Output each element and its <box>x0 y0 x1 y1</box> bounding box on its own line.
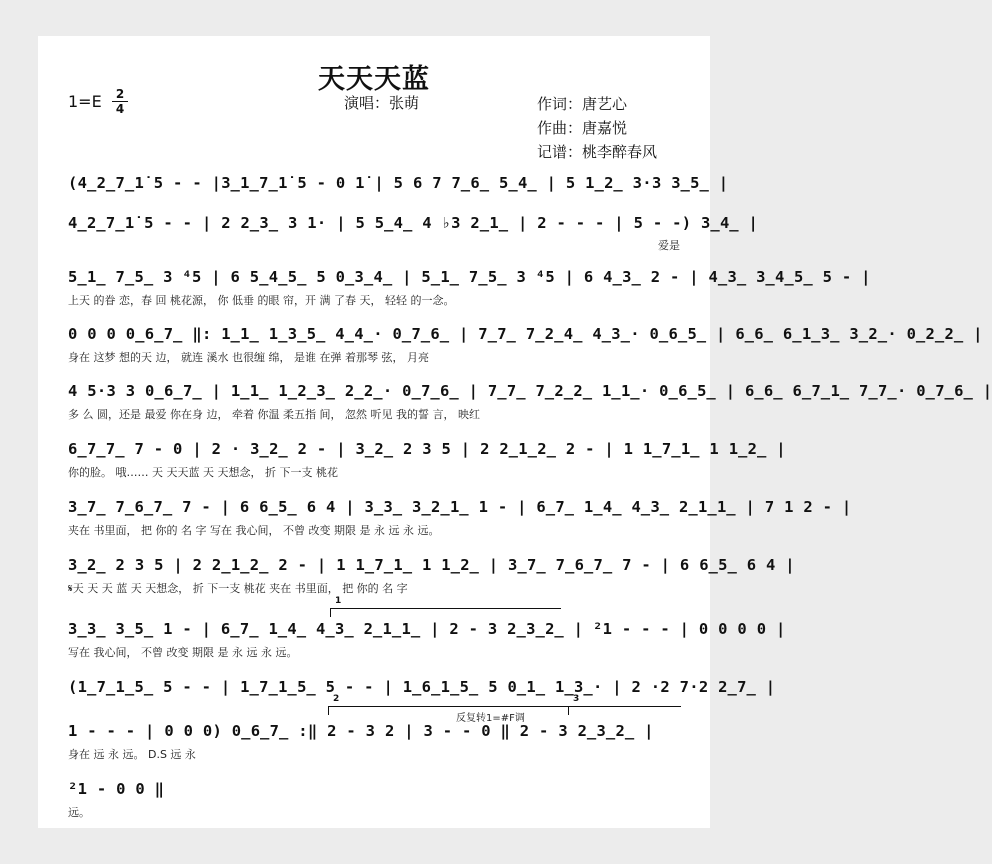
lyric-line-8: 𝄋天 天 天 蓝 天 天想念， 折 下一支 桃花 夹在 书里面， 把 你的 名 字 <box>68 582 408 595</box>
notation-line-12: ²1 - 0 0 ‖ <box>68 780 165 798</box>
lyric-line-3: 上天 的眷 恋，春 回 桃花源， 你 低垂 的眼 帘，开 满 了春 天， 轻轻 的一念。 <box>68 294 455 307</box>
volta-bracket-3 <box>568 694 681 715</box>
notation-line-2: 4̲2̲7̲1̇ 5 - - | 2 2̲3̲ 3 1· | 5 5̲4̲ 4 ♭3 2̲1̲ | 2 - - - | 5 - -) 3̲4̲ | <box>68 214 759 232</box>
lyric-line-11: 身在 远 永 远。 D.S 远 永 <box>68 748 196 761</box>
credits-block <box>537 92 657 164</box>
notation-line-7: 3̲7̲ 7̲6̲7̲ 7 - | 6 6̲5̲ 6 4 | 3̲3̲ 3̲2̲1̲ 1 - | 6̲7̲ 1̲4̲ 4̲3̲ 2̲1̲1̲ | 7 1 2 - | <box>68 498 852 516</box>
composer-credit: 作曲：唐嘉悦 <box>537 119 628 137</box>
lyric-line-12: 远。 <box>68 806 90 819</box>
notation-line-8: 3̲2̲ 2 3 5 | 2 2̲1̲2̲ 2 - | 1 1̲7̲1̲ 1 1̲2̲ | 3̲7̲ 7̲6̲7̲ 7 - | 6 6̲5̲ 6 4 | <box>68 556 795 574</box>
notation-line-5: 4 5·3 3 0̲6̲7̲ | 1̲1̲ 1̲2̲3̲ 2̲2̲· 0̲7̲6̲ | 7̲7̲ 7̲2̲2̲ 1̲1̲· 0̲6̲5̲ | 6̲6̲ 6̲7̲1̲ 7̲7̲· 0̲7̲6̲ | <box>68 382 992 400</box>
notation-line-1: (4̲2̲7̲1̇ 5 - - |3̲1̲7̲1̇ 5 - 0 1̇ | 5 6 7 7̲6̲ 5̲4̲ | 5 1̲2̲ 3·3 3̲5̲ | <box>68 174 729 192</box>
volta-bracket-2 <box>328 694 569 715</box>
key-signature: 1=E <box>68 92 102 111</box>
volta-number-3: 3 <box>573 694 580 704</box>
singer-credit: 演唱：张萌 <box>344 94 420 112</box>
notation-line-3: 5̲1̲ 7̲5̲ 3 ⁴5 | 6 5̲4̲5̲ 5 0̲3̲4̲ | 5̲1̲ 7̲5̲ 3 ⁴5 | 6 4̲3̲ 2 - | 4̲3̲ 3̲4̲5̲ 5 - | <box>68 268 871 286</box>
time-signature-top: 2 <box>115 87 125 101</box>
notation-line-10: (1̲7̲1̲5̲ 5 - - | 1̲7̲1̲5̲ 5 - - | 1̲6̲1̲5̲ 5 0̲1̲ 1̲3̲· | 2 ·2 7·2 2̲7̲ | <box>68 678 776 696</box>
volta-number-1: 1 <box>335 596 342 606</box>
volta-number-2: 2 <box>333 694 340 704</box>
lyric-line-2: 爱是 <box>658 239 680 252</box>
score-sheet <box>38 36 992 828</box>
time-signature-bottom: 4 <box>115 102 125 116</box>
notation-line-11: 1 - - - | 0 0 0) 0̲6̲7̲ :‖ 2 - 3 2 | 3 - - 0 ‖ 2 - 3 2̲3̲2̲ | <box>68 722 654 740</box>
song-title: 天天天蓝 <box>318 64 430 95</box>
key-change-note: 反复转1=#F调 <box>456 713 525 724</box>
time-signature <box>112 88 128 115</box>
notation-line-6: 6̲7̲7̲ 7 - 0 | 2 · 3̲2̲ 2 - | 3̲2̲ 2 3 5 | 2 2̲1̲2̲ 2 - | 1 1̲7̲1̲ 1 1̲2̲ | <box>68 440 786 458</box>
lyric-line-9: 写在 我心间， 不曾 改变 期限 是 永 远 永 远。 <box>68 646 298 659</box>
notation-line-4: 0 0 0 0̲6̲7̲ ‖: 1̲1̲ 1̲3̲5̲ 4̲4̲· 0̲7̲6̲ | 7̲7̲ 7̲2̲4̲ 4̲3̲· 0̲6̲5̲ | 6̲6̲ 6̲1̲3̲ 3̲2̲· 0̲2̲2̲ | <box>68 325 983 343</box>
transcriber-credit: 记谱：桃李醉春风 <box>537 143 658 161</box>
lyric-line-4: 身在 这梦 想的天 边， 就连 溪水 也很缠 绵， 是谁 在弹 着那琴 弦， 月亮 <box>68 351 429 364</box>
lyric-line-7: 夹在 书里面， 把 你的 名 字 写在 我心间， 不曾 改变 期限 是 永 远 永 远。 <box>68 524 440 537</box>
notation-line-9: 3̲3̲ 3̲5̲ 1 - | 6̲7̲ 1̲4̲ 4̲3̲ 2̲1̲1̲ | 2 - 3 2̲3̲2̲ | ²1 - - - | 0 0 0 0 | <box>68 620 786 638</box>
volta-bracket-1 <box>330 596 561 617</box>
lyricist-credit: 作词：唐艺心 <box>537 95 628 113</box>
lyric-line-6: 你的脸。 哦…… 天 天天蓝 天 天想念， 折 下一支 桃花 <box>68 466 338 479</box>
lyric-line-5: 多 么 圆，还是 最爱 你在身 边， 牵着 你温 柔五指 间， 忽然 听见 我的誓 言， 映红 <box>68 408 480 421</box>
